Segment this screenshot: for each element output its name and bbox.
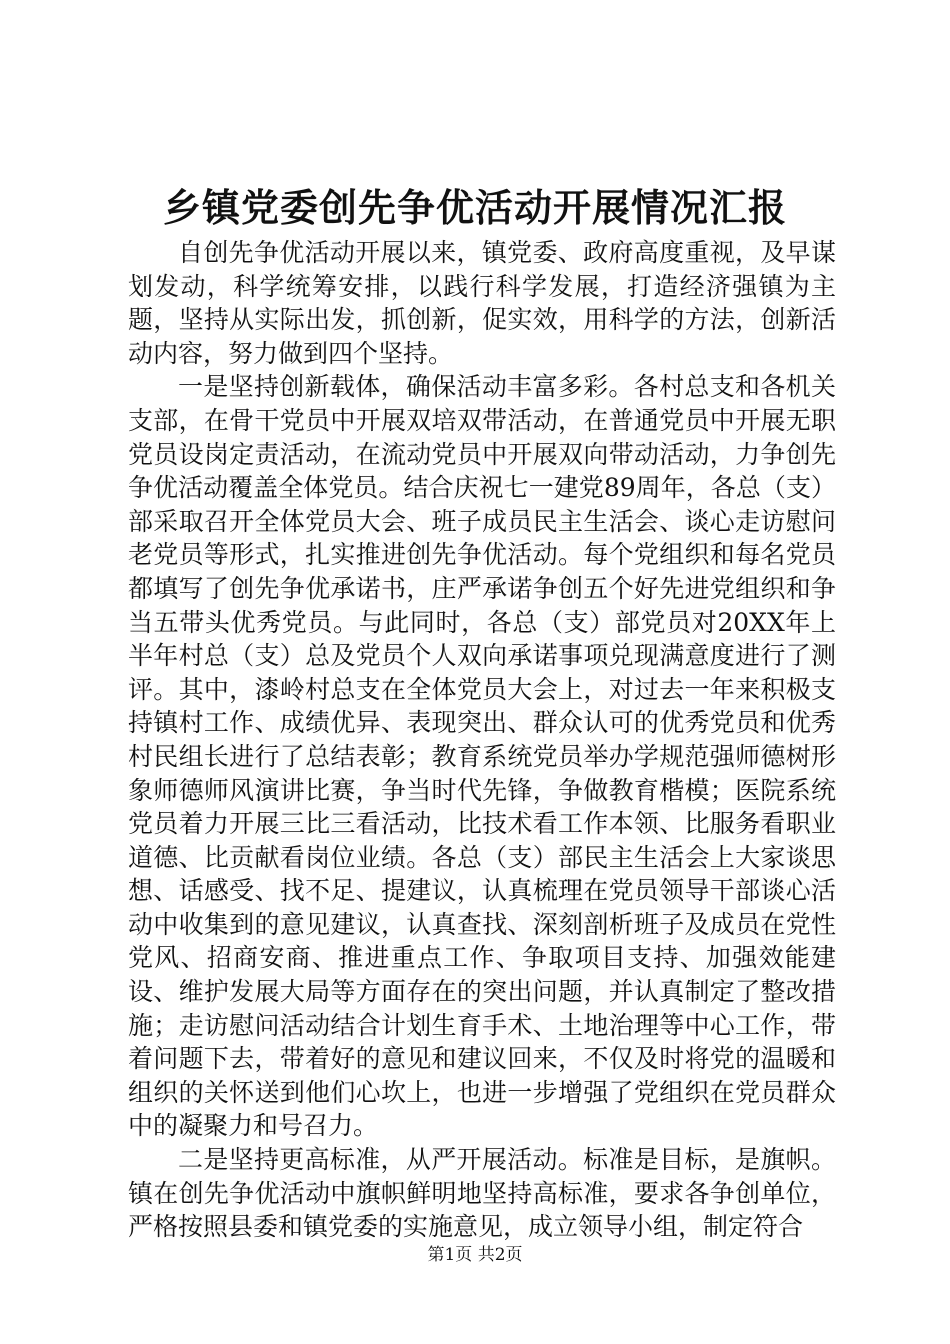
document-title: 乡镇党委创先争优活动开展情况汇报	[162, 185, 787, 230]
paragraph-intro: 自创先争优活动开展以来，镇党委、政府高度重视，及早谋划发动，科学统筹安排，以践行科学发展，打造经济强镇为主题，坚持从实际出发，抓创新，促实效，用科学的方法，创新活动内容，努力做到四个坚持。	[128, 238, 836, 368]
document-body	[128, 236, 836, 1244]
page-number-footer: 第1页 共2页	[427, 1245, 523, 1265]
paragraph-first-point: 一是坚持创新载体，确保活动丰富多彩。各村总支和各机关支部，在骨干党员中开展双培双带活动，在普通党员中开展无职党员设岗定责活动，在流动党员中开展双向带动活动，力争创先争优活动覆盖全体党员。结合庆祝七一建党89周年，各总（支）部采取召开全体党员大会、班子成员民主生活会、谈心走访慰问老党员等形式，扎实推进创先争优活动。每个党组织和每名党员都填写了创先争优承诺书，庄严承诺争创五个好先进党组织和争当五带头优秀党员。与此同时，各总（支）部党员对20XX年上半年村总（支）总及党员个人双向承诺事项兑现满意度进行了测评。其中，漆岭村总支在全体党员大会上，对过去一年来积极支持镇村工作、成绩优异、表现突出、群众认可的优秀党员和优秀村民组长进行了总结表彰；教育系统党员举办学规范强师德树形象师德师风演讲比赛，争当时代先锋，争做教育楷模；医院系统党员着力开展三比三看活动，比技术看工作本领、比服务看职业道德、比贡献看岗位业绩。各总（支）部民主生活会上大家谈思想、话感受、找不足、提建议，认真梳理在党员领导干部谈心活动中收集到的意见建议，认真查找、深刻剖析班子及成员在党性党风、招商安商、推进重点工作、争取项目支持、加强效能建设、维护发展大局等方面存在的突出问题，并认真制定了整改措施；走访慰问活动结合计划生育手术、土地治理等中心工作，带着问题下去，带着好的意见和建议回来，不仅及时将党的温暖和组织的关怀送到他们心坎上，也进一步增强了党组织在党员群众中的凝聚力和号召力。	[128, 372, 836, 1141]
paragraph-second-point: 二是坚持更高标准，从严开展活动。标准是目标，是旗帜。镇在创先争优活动中旗帜鲜明地坚持高标准，要求各争创单位，严格按照县委和镇党委的实施意见，成立领导小组，制定符合	[128, 1145, 836, 1242]
